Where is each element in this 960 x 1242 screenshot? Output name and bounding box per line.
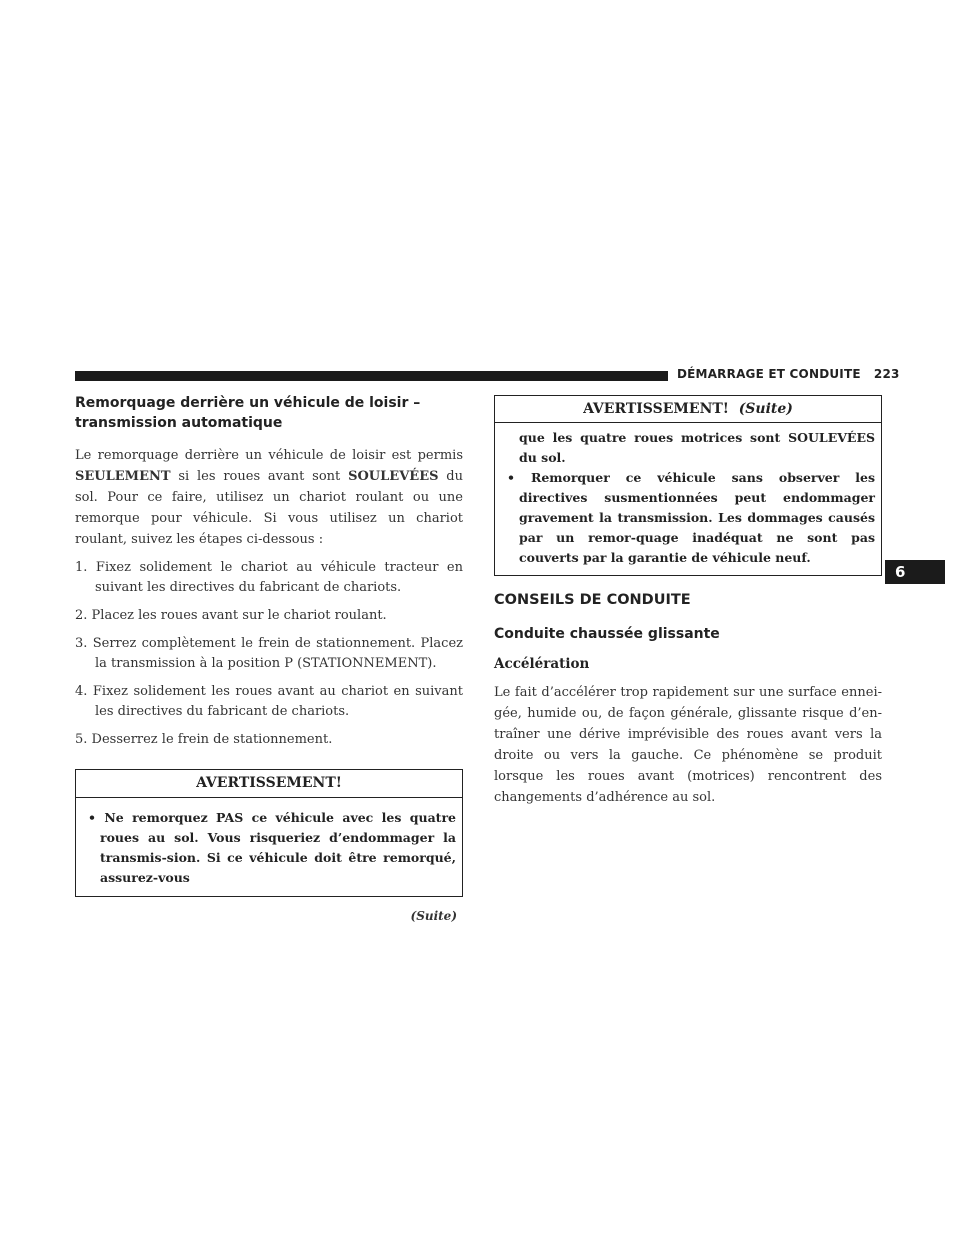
warning-box-continued	[494, 395, 882, 576]
warning-body	[495, 423, 881, 575]
intro-emphasis: SEULEMENT	[75, 469, 171, 484]
warning-suite-label: (Suite)	[738, 401, 793, 417]
left-column	[75, 393, 463, 923]
header-rule	[75, 371, 668, 381]
heading-line-1: Remorquage derrière un véhicule de loisir –	[75, 395, 421, 411]
warning-text: Ne remorquez PAS ce véhicule avec les quatre roues au sol. Vous risqueriez d’endommager la transmis-sion. Si ce véhicule doit être remorqué, assurez-vous	[100, 810, 456, 885]
warning-body	[76, 798, 462, 896]
page-number: 223	[873, 367, 900, 381]
warning-bullet: • Ne remorquez PAS ce véhicule avec les quatre roues au sol. Vous risqueriez d’endommager la transmis-sion. Si ce véhicule doit être remorqué, assurez-vous	[88, 810, 456, 885]
warning-box	[75, 769, 463, 897]
step-item: 2. Placez les roues avant sur le chariot roulant.	[75, 608, 387, 623]
section-title: DÉMARRAGE ET CONDUITE	[677, 367, 861, 381]
conseils-heading: CONSEILS DE CONDUITE	[494, 592, 691, 608]
warning-title: AVERTISSEMENT!	[76, 770, 462, 798]
step-item: 1. Fixez solidement le chariot au véhicule tracteur en suivant les directives du fabricant de chariots.	[75, 560, 463, 595]
intro-paragraph	[75, 445, 463, 550]
minor-heading: Accélération	[494, 656, 590, 672]
intro-text: Le remorquage derrière un véhicule de loisir est permis	[75, 448, 463, 463]
warning-continuation: que les quatre roues motrices sont SOULEVÉES du sol.	[519, 430, 875, 465]
acceleration-paragraph: Le fait d’accélérer trop rapidement sur une surface ennei-gée, humide ou, de façon générale, glissante risque d’en-traîner une dérive imprévisible des roues avant vers la droite ou vers la gauche. Ce phénomène se produit lorsque les roues avant (motrices) rencontrent des changements d’adhérence au sol.	[494, 685, 882, 805]
chapter-tab: 6	[885, 560, 945, 584]
running-header	[677, 367, 900, 381]
step-item: 3. Serrez complètement le frein de stationnement. Placez la transmission à la position P (STATIONNEMENT).	[75, 636, 463, 671]
intro-text: si les roues avant sont	[170, 469, 349, 484]
warning-title-text: AVERTISSEMENT!	[583, 401, 729, 417]
warning-bullet: • Remorquer ce véhicule sans observer les directives susmentionnées peut endommager gravement la transmission. Les dommages causés par un remor-quage inadéquat ne sont pas couverts par la garantie de véhicule neuf.	[507, 470, 875, 565]
continued-label: (Suite)	[410, 909, 457, 923]
steps-list	[75, 558, 463, 750]
heading-line-2: transmission automatique	[75, 415, 283, 431]
section-heading	[75, 393, 463, 433]
step-item: 5. Desserrez le frein de stationnement.	[75, 732, 333, 747]
intro-text: du sol. Pour ce faire, utilisez un chariot roulant ou une remorque pour véhicule. Si vous utilisez un chariot roulant, suivez les étapes ci-dessous :	[75, 469, 463, 547]
warning-text: Remorquer ce véhicule sans observer les directives susmentionnées peut endommager gravement la transmission. Les dommages causés par un remor-quage inadéquat ne sont pas couverts par la garantie de véhicule neuf.	[519, 470, 875, 565]
step-item: 4. Fixez solidement les roues avant au chariot en suivant les directives du fabricant de chariots.	[75, 684, 463, 719]
warning-title	[495, 396, 881, 423]
subheading: Conduite chaussée glissante	[494, 626, 720, 642]
right-column	[494, 395, 882, 808]
intro-emphasis: SOULEVÉES	[348, 469, 439, 484]
